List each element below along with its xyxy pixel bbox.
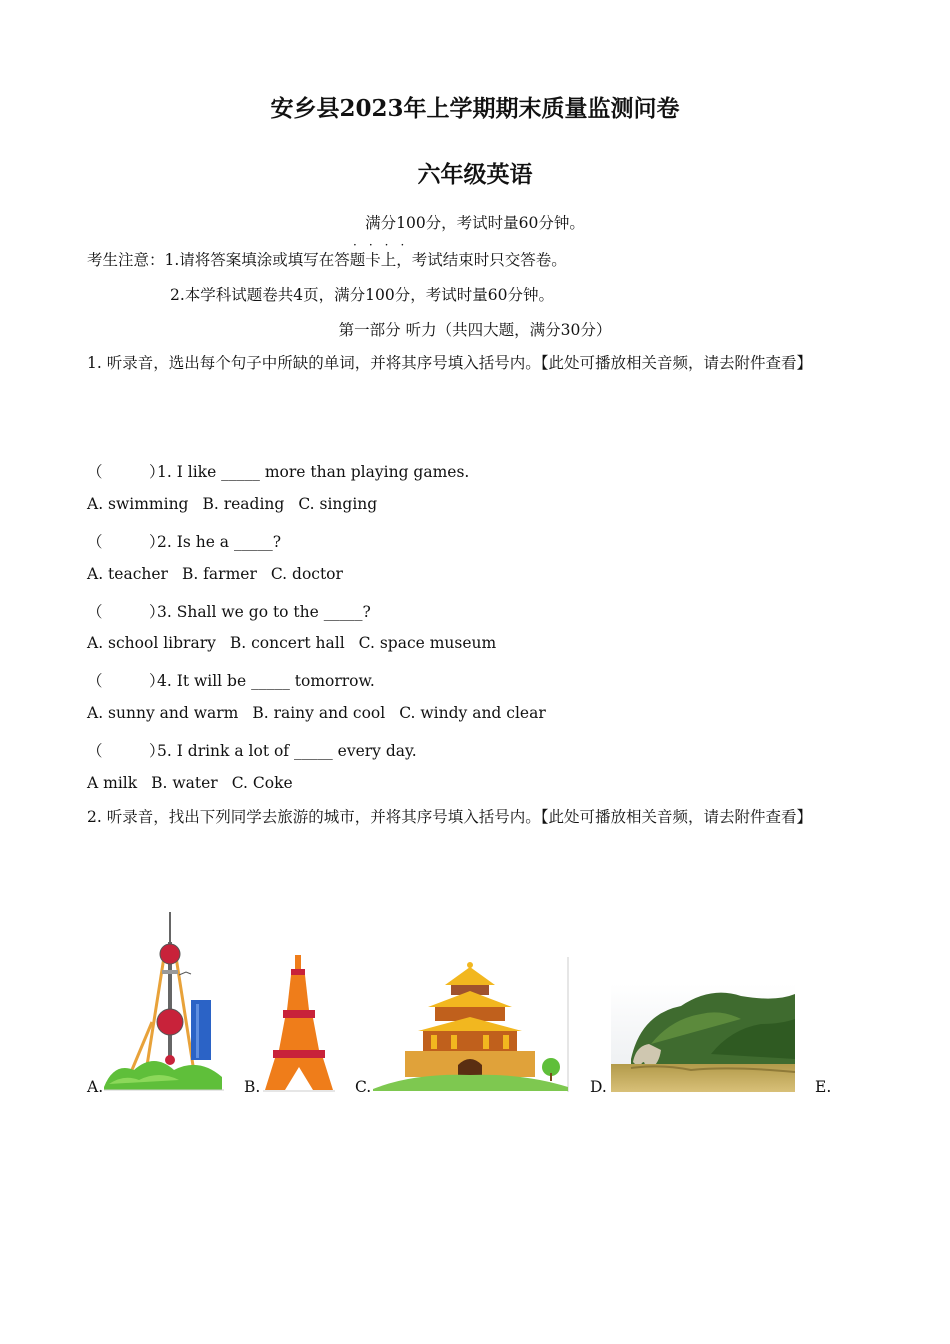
notice-item-1: 1.请将答案填涂或填写在答题卡上，考试结束时只交答卷。 — [164, 251, 567, 269]
answer-bracket[interactable]: （ ） — [87, 672, 165, 690]
question-1 — [87, 460, 469, 482]
oriental-pearl-tower-image — [104, 912, 224, 1092]
part1-heading: 第一部分 听力（共四大题，满分30分） — [338, 321, 612, 339]
option-b: B. reading — [202, 495, 285, 513]
question-text: 1. I like _____ more than playing games. — [157, 463, 470, 481]
option-c: C. windy and clear — [399, 704, 546, 722]
notice-label: 考生注意： — [87, 251, 165, 269]
q1-instruction: 1. 听录音，选出每个句子中所缺的单词，并将其序号填入括号内。【此处可播放相关音频，请去附件查看】 — [87, 354, 812, 372]
options-5 — [87, 774, 307, 792]
option-a: A. teacher — [87, 565, 168, 583]
option-b: B. rainy and cool — [252, 704, 386, 722]
exam-title: 安乡县2023年上学期期末质量监测问卷 — [270, 95, 680, 122]
option-c: C. Coke — [231, 774, 293, 792]
q2-instruction: 2. 听录音，找出下列同学去旅游的城市，并将其序号填入括号内。【此处可播放相关音频，请去附件查看】 — [87, 808, 812, 826]
eiffel-tower-image — [263, 955, 335, 1092]
option-a: A milk — [87, 774, 138, 792]
answer-bracket[interactable]: （ ） — [87, 742, 165, 760]
exam-info: 满分100分，考试时量60分钟。 — [365, 214, 585, 232]
picture-label-b: B. — [244, 1078, 261, 1096]
question-text: 3. Shall we go to the _____? — [157, 603, 371, 621]
picture-label-d: D. — [590, 1078, 607, 1096]
notice-line-1 — [87, 248, 567, 270]
notice-item-2: 2.本学科试题卷共4页，满分100分，考试时量60分钟。 — [170, 286, 554, 304]
picture-label-c: C. — [355, 1078, 372, 1096]
picture-label-e: E. — [815, 1078, 832, 1096]
option-c: C. doctor — [270, 565, 343, 583]
option-c: C. singing — [298, 495, 378, 513]
option-b: B. water — [151, 774, 218, 792]
question-2 — [87, 530, 281, 552]
question-text: 4. It will be _____ tomorrow. — [157, 672, 375, 690]
option-b: B. farmer — [181, 565, 257, 583]
bell-tower-image — [373, 957, 569, 1092]
question-4 — [87, 669, 375, 691]
answer-bracket[interactable]: （ ） — [87, 463, 165, 481]
picture-label-a: A. — [87, 1078, 104, 1096]
question-5 — [87, 739, 417, 761]
option-c: C. space museum — [358, 634, 497, 652]
elephant-trunk-hill-image — [611, 984, 795, 1092]
options-2 — [87, 565, 357, 583]
answer-bracket[interactable]: （ ） — [87, 603, 165, 621]
options-4 — [87, 704, 560, 722]
question-3 — [87, 600, 371, 622]
option-b: B. concert hall — [229, 634, 345, 652]
option-a: A. school library — [87, 634, 216, 652]
exam-subtitle: 六年级英语 — [417, 161, 533, 188]
options-1 — [87, 495, 391, 513]
answer-bracket[interactable]: （ ） — [87, 533, 165, 551]
question-text: 2. Is he a _____? — [157, 533, 282, 551]
question-text: 5. I drink a lot of _____ every day. — [157, 742, 417, 760]
option-a: A. swimming — [87, 495, 189, 513]
options-3 — [87, 634, 510, 652]
emphasis-dots: ···· — [353, 238, 417, 252]
option-a: A. sunny and warm — [87, 704, 239, 722]
